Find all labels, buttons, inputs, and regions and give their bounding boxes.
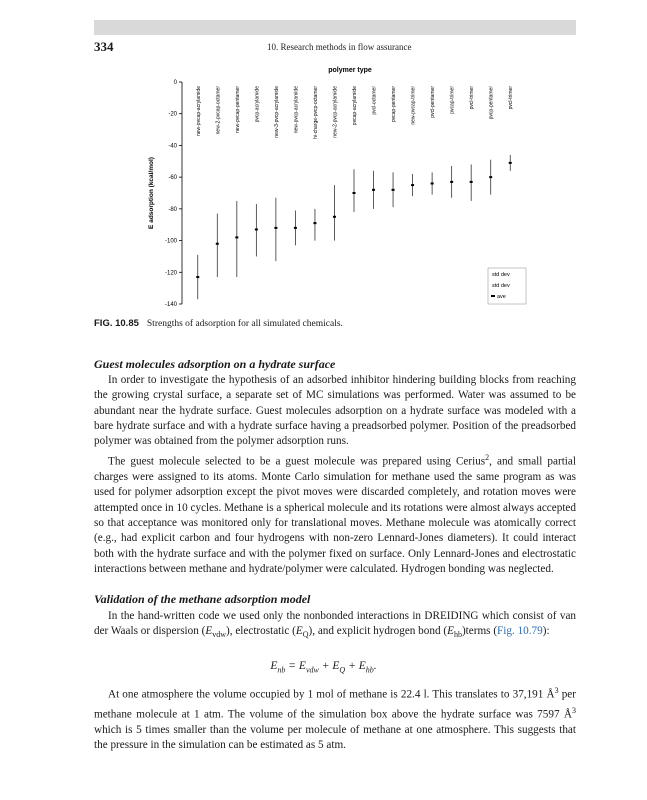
average-marker xyxy=(313,222,316,224)
average-marker xyxy=(509,162,512,164)
average-marker xyxy=(255,228,258,230)
category-label: pvcap-trimer xyxy=(449,86,456,114)
average-marker xyxy=(333,216,336,218)
figure-caption-text: Strengths of adsorption for all simulated chemicals. xyxy=(146,319,343,329)
y-axis-label: E adsorption (kcal/mol) xyxy=(148,157,155,229)
running-head: 10. Research methods in flow assurance xyxy=(267,42,412,52)
category-label: new-3-pvcp-acrylamide xyxy=(273,86,280,138)
category-label: pvcl-trimer xyxy=(469,86,476,110)
figure-label: FIG. 10.85 xyxy=(94,318,139,329)
category-label: pvcap-acrylamide xyxy=(352,86,358,126)
category-label: pvcp-acrylamide xyxy=(254,85,261,123)
category-label: new-pvcap-trimer xyxy=(410,86,417,125)
y-tick-label: -140 xyxy=(164,302,177,308)
paragraph-guest-2: The guest molecule selected to be a guest molecule was prepared using Cerius$^2$, and small partial charges were assigned to its atoms. Monte Carlo simulation for methane used the same program as was used for polymer adsorption except the pivot moves were discarded completely, and rotation moves were attempted once in 10 cycles. Methane is a spherical molecule and its rotations were almost always accepted so that acceptance was monitored only for translational moves. Methane molecule was atomically correct (e.g., had explicit carbon and four hydrogens with non-zero Lennard-Jones diameters). It could interact both with the hydrate surface and with the polymer fixed on surface. Only Lennard-Jones and electrostatic interactions between methane and hydrate/polymer were calculated. Hydrogen bonding was neglected. xyxy=(94,453,576,575)
legend-entry: std dev xyxy=(492,272,510,278)
legend-entry: ave xyxy=(497,294,506,300)
y-tick-label: -100 xyxy=(164,238,177,245)
average-marker xyxy=(431,182,434,184)
average-marker xyxy=(294,227,297,229)
category-label: pvcl-octamer xyxy=(371,86,378,115)
y-tick-label: -120 xyxy=(164,270,177,277)
paragraph-validation-1: In the hand-written code we used only the nonbonded interactions in DREIDING which consist of van der Waals or dispersion $(E_{vdw})$, electrostatic $(E_Q)$, and explicit hydrogen bond $(E_{hb})terms$ (Fig. 10.79): xyxy=(94,610,576,640)
header-band xyxy=(94,20,576,35)
average-marker xyxy=(411,184,414,186)
section-heading-guest: Guest molecules adsorption on a hydrate surface xyxy=(94,357,336,371)
section-heading-validation: Validation of the methane adsorption model xyxy=(94,592,311,606)
average-marker xyxy=(372,189,375,191)
average-marker xyxy=(353,192,356,194)
y-tick-label: -60 xyxy=(168,175,177,182)
average-marker xyxy=(450,181,453,183)
average-marker xyxy=(216,243,219,245)
figure-reference-link[interactable]: Fig. 10.79 xyxy=(497,625,543,638)
page-number: 334 xyxy=(94,39,114,54)
legend-entry: std dev xyxy=(492,283,510,289)
average-marker xyxy=(235,236,238,238)
equation-nonbonded: $E_{nb} = E_{vdw} + E_Q + E_{hb}$. xyxy=(270,660,377,675)
y-tick-label: -40 xyxy=(168,143,177,150)
average-marker xyxy=(196,276,199,278)
average-marker xyxy=(489,176,492,178)
category-label: new-2-pvcap-octamer xyxy=(215,86,222,135)
figure-caption xyxy=(94,318,343,329)
y-tick-label: 0 xyxy=(173,80,177,86)
category-label: pvcp-pentamer xyxy=(488,86,495,120)
category-label: hi-charge-pvcp-octamer xyxy=(312,86,319,139)
average-marker xyxy=(274,227,277,229)
category-label: new-pvcp-acrylamide xyxy=(293,86,300,134)
paragraph-validation-2: At one atmosphere the volume occupied by 1 mol of methane is 22.4 l. This translates to 37,191 $Å^3$ per methane molecule at 1 atm. The volume of the simulation box above the hydrate surface was 7597 $Å^3$ which is 5 times smaller than the volume per molecule of methane at one atmosphere. This suggests that the pressure in the simulation can be estimated as 5 atm. xyxy=(94,686,576,752)
category-label: new-pvcap-acrylamide xyxy=(195,86,202,137)
y-tick-label: -20 xyxy=(168,111,177,118)
category-label: new-2-pvcp-acrylamide xyxy=(332,86,339,138)
legend-ave-marker xyxy=(491,295,495,297)
paragraph-guest-1: In order to investigate the hypothesis of an adsorbed inhibitor hindering building blocks from reaching the growing crystal surface, a separate set of MC simulations was performed. Water was assumed to be abundant near the hydrate surface. Guest molecules adsorption on a hydrate surface was modeled with a bare hydrate surface and with a hydrate surface having a preadsorbed polymer. Position of the preadsorbed polymer was obtained from the polymer adsorption runs. xyxy=(94,374,576,448)
category-label: pvcl-pentamer xyxy=(430,86,437,118)
category-label: pvcl-trimer xyxy=(508,86,515,110)
chart-title: polymer type xyxy=(328,67,372,74)
average-marker xyxy=(470,181,473,183)
category-label: new-pvcap-pentamer xyxy=(234,86,241,133)
y-tick-label: -80 xyxy=(168,206,177,213)
category-label: pvcap-pentamer xyxy=(391,86,398,123)
average-marker xyxy=(392,189,395,191)
adsorption-chart xyxy=(140,62,530,312)
